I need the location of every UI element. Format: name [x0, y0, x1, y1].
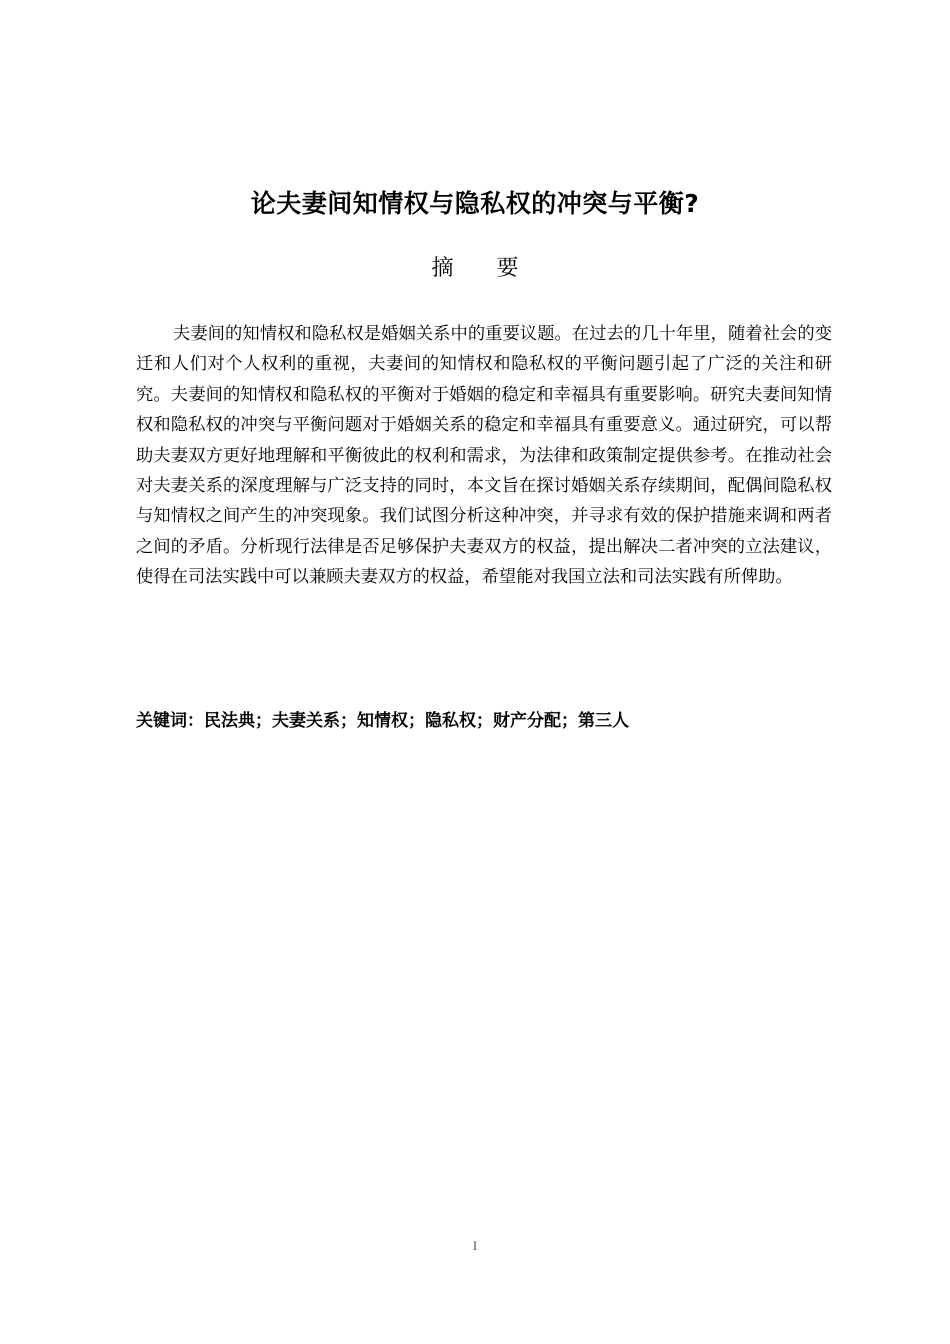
abstract-heading: 摘 要 [431, 256, 537, 281]
abstract-body: 夫妻间的知情权和隐私权是婚姻关系中的重要议题。在过去的几十年里，随着社会的变迁和人们对个人权利的重视，夫妻间的知情权和隐私权的平衡问题引起了广泛的关注和研究。夫妻间的知情权和隐私权的平衡对于婚姻的稳定和幸福具有重要影响。研究夫妻间知情权和隐私权的冲突与平衡问题对于婚姻关系的稳定和幸福具有重要意义。通过研究，可以帮助夫妻双方更好地理解和平衡彼此的权利和需求，为法律和政策制定提供参考。在推动社会对夫妻关系的深度理解与广泛支持的同时，本文旨在探讨婚姻关系存续期间，配偶间隐私权与知情权之间产生的冲突现象。我们试图分析这种冲突，并寻求有效的保护措施来调和两者之间的矛盾。分析现行法律是否足够保护夫妻双方的权益，提出解决二者冲突的立法建议，使得在司法实践中可以兼顾夫妻双方的权益，希望能对我国立法和司法实践有所俾助。 [136, 324, 832, 588]
paper-title: 论夫妻间知情权与隐私权的冲突与平衡? [250, 189, 700, 218]
keywords-line: 关键词：民法典；夫妻关系；知情权；隐私权；财产分配；第三人 [136, 711, 629, 731]
page-number: I [472, 1238, 478, 1253]
